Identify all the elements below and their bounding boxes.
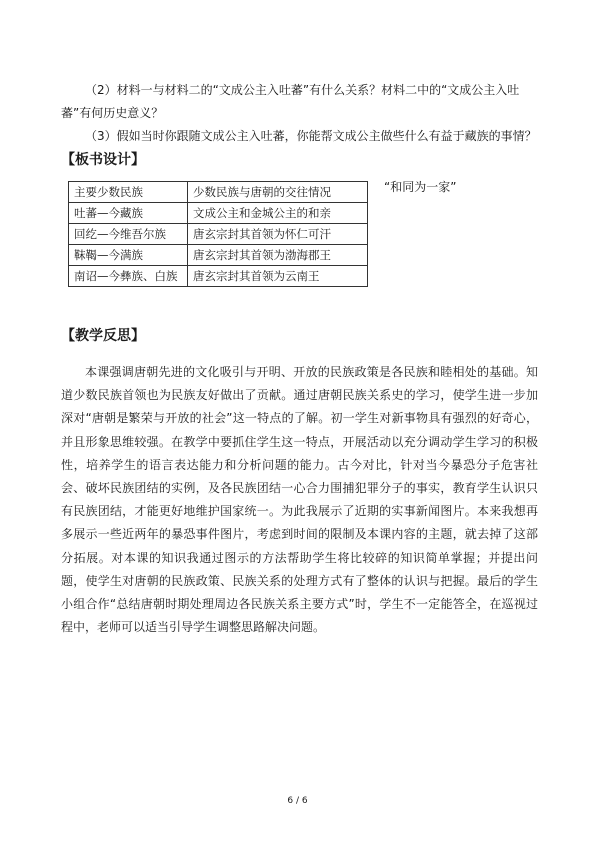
table-cell: 主要少数民族 — [69, 182, 188, 203]
table-cell: 文成公主和金城公主的和亲 — [188, 203, 368, 224]
table-row — [69, 266, 368, 287]
table-row — [69, 203, 368, 224]
table-row — [69, 182, 368, 203]
reflection-paragraph — [61, 361, 538, 639]
table-row — [69, 245, 368, 266]
board-design-table — [68, 181, 368, 287]
table-cell: 唐玄宗封其首领为渤海郡王 — [188, 245, 368, 266]
question-2-line-1: （2）材料一与材料二的“文成公主入吐蕃”有什么关系？材料二中的“文成公主入吐 — [85, 83, 520, 97]
table-cell: 回纥—今维吾尔族 — [69, 224, 188, 245]
table-cell: 靺鞨—今满族 — [69, 245, 188, 266]
board-design-heading: 【板书设计】 — [61, 152, 145, 168]
table-row — [69, 224, 368, 245]
table-cell: 吐蕃—今藏族 — [69, 203, 188, 224]
table-cell: 少数民族与唐朝的交往情况 — [188, 182, 368, 203]
question-3: （3）假如当时你跟随文成公主入吐蕃，你能帮文成公主做些什么有益于藏族的事情？ — [85, 129, 537, 143]
table-cell: 唐玄宗封其首领为云南王 — [188, 266, 368, 287]
reflection-heading: 【教学反思】 — [61, 328, 145, 344]
table-cell: 南诏—今彝族、白族 — [69, 266, 188, 287]
reflection-text: 本课强调唐朝先进的文化吸引与开明、开放的民族政策是各民族和睦相处的基础。知道少数民族首领也为民族友好做出了贡献。通过唐朝民族关系史的学习，使学生进一步加深对“唐朝是繁荣与开放的社会”这一特点的了解。初一学生对新事物具有强烈的好奇心，并且形象思维较强。在教学中要抓住学生这一特点，开展活动以充分调动学生学习的积极性，培养学生的语言表达能力和分析问题的能力。古今对比，针对当今暴恐分子危害社会、破坏民族团结的实例，及各民族团结一心合力围捕犯罪分子的事实，教育学生认识只有民族团结，才能更好地维护国家统一。为此我展示了近期的实事新闻图片。本来我想再多展示一些近两年的暴恐事件图片，考虑到时间的限制及本课内容的主题，就去掉了这部分拓展。对本课的知识我通过图示的方法帮助学生将比较碎的知识简单掌握；并提出问题，使学生对唐朝的民族政策、民族关系的处理方式有了整体的认识与把握。最后的学生小组合作“总结唐朝时期处理周边各民族关系主要方式”时，学生不一定能答全，在巡视过程中，老师可以适当引导学生调整思路解决问题。 — [61, 365, 538, 635]
table-cell: 唐玄宗封其首领为怀仁可汗 — [188, 224, 368, 245]
page-number: 6 / 6 — [287, 796, 308, 806]
side-note: “和同为一家” — [384, 180, 457, 194]
question-2-line-2: 蕃”有何历史意义？ — [61, 106, 164, 120]
